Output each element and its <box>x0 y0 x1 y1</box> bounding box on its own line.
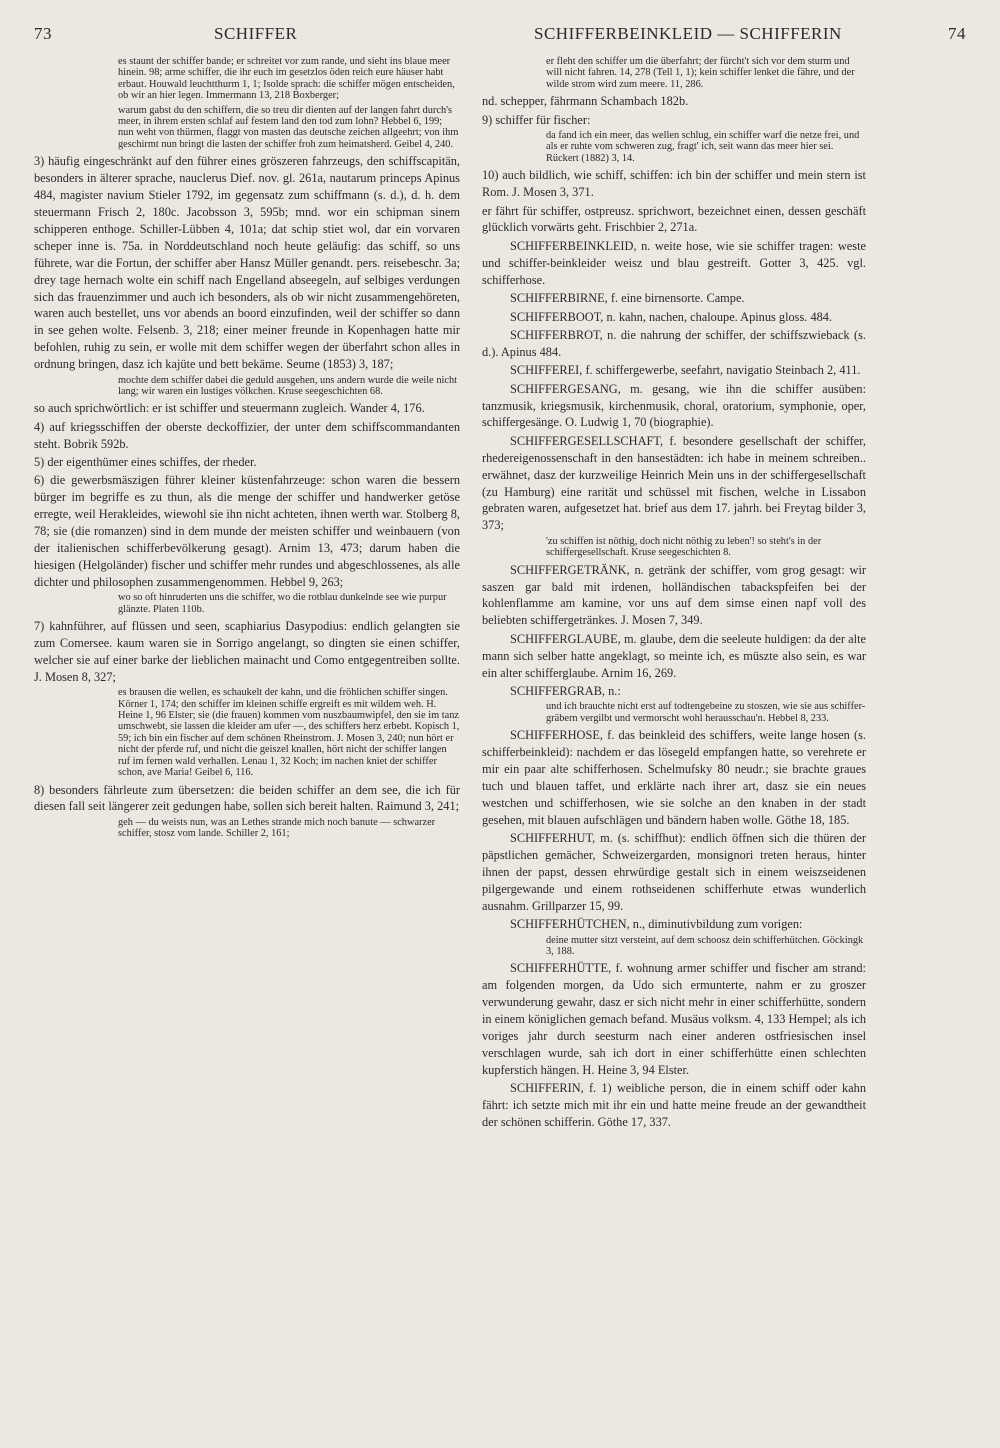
dictionary-entry: SCHIFFERBEINKLEID, n. weite hose, wie sie schiffer tragen: weste und schiffer-beinkleider weisz und blau gestreift. Gotter 3, 425. vgl. schifferhose. <box>482 238 866 287</box>
dictionary-entry: SCHIFFERIN, f. 1) weibliche person, die in einem schiff oder kahn fährt: ich setzte mich mit ihr ein und hatte meine freude an der gewandtheit der schönen schifferin. Göthe 17, 337. <box>482 1081 866 1129</box>
dictionary-entry: SCHIFFERBIRNE, f. eine birnensorte. Campe. <box>510 291 745 306</box>
running-title-right: SCHIFFERBEINKLEID — SCHIFFERIN <box>534 24 842 43</box>
dictionary-entry: SCHIFFERHUT, m. (s. schiffhut): endlich öffnen sich die thüren der päpstlichen gemächer, Schweizergarden, monsignori treten heraus, hinter ihnen der papst, dessen ehrwürdige gestalt sich in einem weiszseidenen pilgergewande und einem rothseidenen schifferhute etwas wunderlich ausnahm. Grillparzer 15, 99. <box>482 831 866 913</box>
sense-paragraph: 5) der eigenthümer eines schiffes, der rheder. <box>34 455 257 470</box>
dictionary-entry: SCHIFFERGESELLSCHAFT, f. besondere gesellschaft der schiffer, rhedereigenossenschaft in den hansestädten: ich habe in meinem schreiben.. erwähnet, dasz der kurzweilige Heinrich Mein uns in der schiffergesellschaft (zu Hamburg) eine rarität und schüssel mit fischen, welche in Lissabon gebraten waren, aufgesetzet hat. brief aus dem 17. jahrh. bei Freytag bilder 3, 373; <box>482 433 866 533</box>
sense-paragraph: so auch sprichwörtlich: er ist schiffer und steuermann zugleich. Wander 4, 176. <box>34 401 425 416</box>
right-column <box>482 56 866 1396</box>
sense-paragraph: 3) häufig eingeschränkt auf den führer eines gröszeren fahrzeugs, den schiffscapitän, besonders in älterer sprache, nauclerus Dief. nov. gl. 261a, nautarum princeps Apinus 484, magister navium Stieler 1792, im gegensatz zum schiffmann (s. d.), d. h. dem steuermann Frisch 2, 180c. Jacobsson 3, 595b; mnd. wor ein schipman sinem schipperen enthoge. Schiller-Lübben 4, 101a; dat schip stiet wol, dar ein vorvaren scheper inne is. 75a. in Norddeutschland noch heute geläufig: das schiff, so uns führete, war die Fortun, der schiffer aber Hansz Müller genandt. pers. reisebeschr. 3a; drey tage hernach wolte ein schiff nach Engelland abseegeln, auf selbiges verdungen sich das frauenzimmer und auch ich besonders, als ob wir nicht zusammengehöreten, waren auch bestellet, uns vor abends an boord einzufinden, weil der schiffer so dann in see gehen wolte. Felsenb. 3, 218; einer meiner freunde in Kopenhagen hatte mir befohlen, ruhig zu sein, er wolle mit dem schiffer wegen der überfahrt schon alles in ordnung bringen, dasz ich kajüte und bett bekäme. Seume (1853) 3, 187; <box>34 154 460 372</box>
dictionary-entry: SCHIFFERHÜTCHEN, n., diminutivbildung zum vorigen: <box>510 917 803 932</box>
quotation-block: wo so oft hinruderten uns die schiffer, wo die rotblau dunkelnde see wie purpur glänzte. Platen 110b. <box>118 592 447 615</box>
page-number-right: 74 <box>948 24 966 43</box>
dictionary-entry: SCHIFFERGESANG, m. gesang, wie ihn die schiffer ausüben: tanzmusik, kriegsmusik, kirchenmusik, choral, oratorium, symphonie, oper, schiffergesänge. O. Ludwig 1, 70 (biographie). <box>482 381 866 430</box>
left-column <box>34 56 460 1396</box>
quotation-block: mochte dem schiffer dabei die geduld ausgehen, uns andern wurde die weile nicht lang; wir waren ein lustiges völkchen. Kruse seegeschichten 68. <box>118 374 458 397</box>
page-number-left: 73 <box>34 24 52 43</box>
dictionary-entry: SCHIFFERGRAB, n.: <box>510 683 621 698</box>
sense-paragraph: 8) besonders fährleute zum übersetzen: die beiden schiffer an dem see, die ich für diesen fall seit längerer zeit gedungen habe, sollen sich bereit halten. Raimund 3, 241; <box>34 782 460 814</box>
sense-paragraph: 9) schiffer für fischer: <box>482 112 591 127</box>
sense-paragraph: er fährt für schiffer, ostpreusz. sprichwort, bezeichnet einen, dessen geschäft glücklich vorwärts geht. Frischbier 2, 271a. <box>482 203 866 235</box>
dictionary-entry: SCHIFFERHÜTTE, f. wohnung armer schiffer und fischer am strand: am folgenden morgen, da Udo sich ermunterte, nahm er zu groszer verwunderung gewahr, dasz er sich nicht mehr in einer schifferhütte, sondern in einem königlichen gemach befand. Musäus volksm. 4, 133 Hempel; als ich voriges jahr durch seesturm nach einer anderen ostfriesischen insel verschlagen wurde, sah ich dort in einer schifferhütte einen schlechten kupferstich hängen. H. Heine 3, 94 Elster. <box>482 961 866 1077</box>
sense-paragraph: 6) die gewerbsmäszigen führer kleiner küstenfahrzeuge: schon waren die bessern bürger im begriffe es zu thun, als die menge der schiffer und handwerker getöse erregte, weil Herakleides, wiewohl sie ihn nicht achteten, ihnen werth war. Stolberg 8, 78; sie (die romanzen) sind in dem munde der meisten schiffer und weinbauern (von der italienischen schifferbevölkerung gesagt). Arnim 13, 473; darum haben die hiesigen (Helgoländer) fischer und schiffer mehr rundes und abgeschlossenes, als alle dichter und philosophen zusammengenommen. Hebbel 9, 263; <box>34 473 460 589</box>
quotation-block: und ich brauchte nicht erst auf todtengebeine zu stoszen, wie sie aus schiffer-gräbern vergilbt und vermorscht wohl herausschau'n. Hebbel 8, 233. <box>546 701 866 724</box>
dictionary-entry: SCHIFFERHOSE, f. das beinkleid des schiffers, weite lange hosen (s. schifferbeinkleid): nachdem er das lösegeld empfangen hatte, so verehrete er mir ein paar alte schifferhosen. Schelmufsky 80 neudr.; sie brachte graues tuch und blauen taffet, und erklärte nach ihrer art, dasz sie ein neues westchen und schifferhosen, wie sie solche an den knaben in der stadt gesehen, mit blauen aufschlägen und bändern haben wolle. Göthe 18, 185. <box>482 728 866 827</box>
sense-paragraph: 7) kahnführer, auf flüssen und seen, scaphiarius Dasypodius: endlich gelangten sie zum Comersee. kaum waren sie in Sorrigo angelangt, so dingten sie einen schiffer, welcher sie auf einer barke der lieblichen mainacht und Como entgegentreiben sollte. J. Mosen 8, 327; <box>34 619 460 684</box>
quotation-block: geh — du weists nun, was an Lethes strande mich noch banute — schwarzer schiffer, stosz vom lande. Schiller 2, 161; <box>118 816 436 840</box>
running-title-left: SCHIFFER <box>214 24 298 43</box>
dictionary-entry: SCHIFFERGLAUBE, m. glaube, dem die seeleute huldigen: da der alte mann sich selber hatte angeklagt, so meinte ich, es müszte also sein, es war ein alter schifferglaube. Arnim 16, 269. <box>482 631 866 680</box>
sense-paragraph: 10) auch bildlich, wie schiff, schiffen: ich bin der schiffer und mein stern ist Rom. J. Mosen 3, 371. <box>482 168 866 200</box>
dictionary-entry: SCHIFFERGETRÄNK, n. getränk der schiffer, vom grog gesagt: wir saszen gar bald mit irdenen, holländischen tabackspfeifen bei der kohlenflamme am kamine, vor uns auf dem simse einen napf voll des beliebten schiffergetränkes. J. Mosen 7, 349. <box>482 562 866 628</box>
quotation-block: da fand ich ein meer, das wellen schlug, ein schiffer warf die netze frei, und als er ruhte vom schweren zug, fragt' ich, seit wann das meer hier sei. Rückert (1882) 3, 14. <box>546 130 860 164</box>
page-header <box>34 24 966 54</box>
quotation-block: er fleht den schiffer um die überfahrt; der fürcht't sich vor dem sturm und will nicht fahren. 14, 278 (Tell 1, 1); kein schiffer lenket die fähre, und der wilde strom wird zum meere. 11, 286. <box>546 56 855 90</box>
dictionary-entry: SCHIFFEREI, f. schiffergewerbe, seefahrt, navigatio Steinbach 2, 411. <box>510 363 861 378</box>
quotation-block: warum gabst du den schiffern, die so treu dir dienten auf der langen fahrt durch's meer, in ihrem ersten schlaf auf festem land den tod zum lohn? Hebbel 6, 199; nun weht von thürmen, flaggt von masten das deutsche zeichen allgeehrt; von ihm geschirmt nun bringt die lasten der schiffer froh zum heimatsherd. Geibel 4, 240. <box>118 104 459 150</box>
quotation-block: 'zu schiffen ist nöthig, doch nicht nöthig zu leben'! so steht's in der schiffergesellschaft. Kruse seegeschichten 8. <box>546 535 822 559</box>
quotation-block: es staunt der schiffer bande; er schreitet vor zum rande, und sieht ins blaue meer hinein. 98; arme schiffer, die ihr euch im gesetzlos öden reich eure häuser habt erbaut. Houwald leuchtthurm 1, 1; Isolde sprach: die schiffer mögen entscheiden, ob wir an hier legen. Immermann 13, 218 Boxberger; <box>118 56 455 102</box>
dictionary-entry: SCHIFFERBROT, n. die nahrung der schiffer, der schiffszwieback (s. d.). Apinus 484. <box>482 327 866 359</box>
sense-paragraph: nd. schepper, fährmann Schambach 182b. <box>482 94 689 109</box>
sense-paragraph: 4) auf kriegsschiffen der oberste deckoffizier, der unter dem schiffscommandanten steht. Bobrik 592b. <box>34 419 460 451</box>
dictionary-entry: SCHIFFERBOOT, n. kahn, nachen, chaloupe. Apinus gloss. 484. <box>510 309 833 324</box>
quotation-block: es brausen die wellen, es schaukelt der kahn, und die fröhlichen schiffer singen. Körner 1, 174; den schiffer im kleinen schiffe ergreift es mit wildem weh. H. Heine 1, 96 Elster; sie (die frauen) kommen vom nuszbaumwipfel, den sie im tanz umschwebt, sie lassen die kleider am ufer —, des schiffers herz erbebt. Kopisch 1, 59; ich bin ein fischer auf dem schönen Rheinstrom. J. Mosen 3, 240; nun hört er nicht der pferde ruf, und nicht die geiszel knallen, hört nicht der schiffer langen ruf im fernen wald verhallen. Lenau 1, 32 Koch; im nachen kniet der schiffer schon, ave Maria! Geibel 6, 116. <box>118 687 460 779</box>
quotation-block: deine mutter sitzt versteint, auf dem schoosz dein schifferhütchen. Göckingk 3, 188. <box>546 934 864 957</box>
